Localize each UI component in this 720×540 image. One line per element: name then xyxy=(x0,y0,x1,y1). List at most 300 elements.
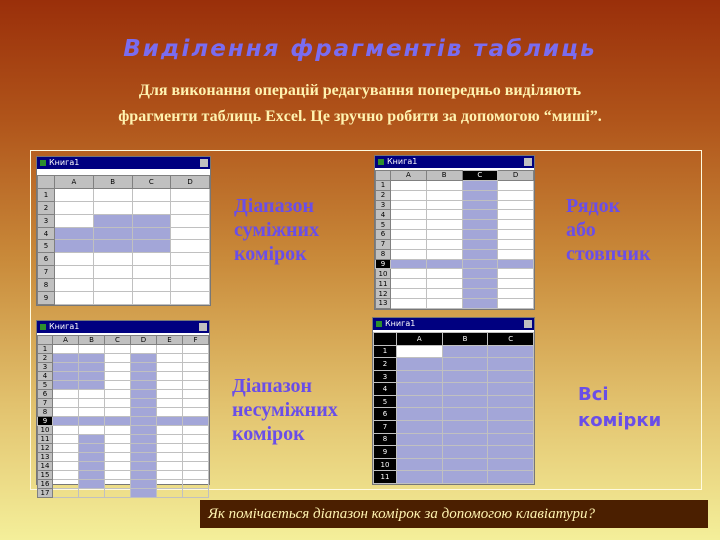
cell[interactable] xyxy=(442,358,488,371)
cell[interactable] xyxy=(93,266,132,279)
cell[interactable] xyxy=(183,471,209,480)
cell[interactable] xyxy=(498,239,534,249)
cell[interactable] xyxy=(488,446,534,459)
cell[interactable] xyxy=(397,358,443,371)
cell[interactable] xyxy=(53,399,79,408)
cell[interactable] xyxy=(131,417,157,426)
cell[interactable] xyxy=(488,345,534,358)
cell[interactable] xyxy=(442,408,488,421)
row-header[interactable]: 12 xyxy=(38,444,53,453)
cell[interactable] xyxy=(171,240,210,253)
row-header[interactable]: 4 xyxy=(38,227,55,240)
row-header[interactable]: 8 xyxy=(38,279,55,292)
cell[interactable] xyxy=(442,395,488,408)
cell[interactable] xyxy=(183,345,209,354)
cell[interactable] xyxy=(397,471,443,484)
cell[interactable] xyxy=(498,289,534,299)
select-all-corner[interactable] xyxy=(374,333,397,346)
row-header[interactable]: 13 xyxy=(38,453,53,462)
cell[interactable] xyxy=(462,210,498,220)
row-header[interactable]: 12 xyxy=(376,289,391,299)
row-header[interactable]: 15 xyxy=(38,471,53,480)
cell[interactable] xyxy=(105,471,131,480)
cell[interactable] xyxy=(55,240,94,253)
cell[interactable] xyxy=(488,358,534,371)
cell[interactable] xyxy=(391,279,427,289)
column-header[interactable]: B xyxy=(93,176,132,189)
cell[interactable] xyxy=(53,426,79,435)
cell[interactable] xyxy=(442,433,488,446)
row-header[interactable]: 2 xyxy=(38,201,55,214)
cell[interactable] xyxy=(105,399,131,408)
cell[interactable] xyxy=(397,446,443,459)
row-header[interactable]: 8 xyxy=(376,249,391,259)
cell[interactable] xyxy=(157,435,183,444)
cell[interactable] xyxy=(53,453,79,462)
cell[interactable] xyxy=(132,240,171,253)
cell[interactable] xyxy=(426,279,462,289)
cell[interactable] xyxy=(79,480,105,489)
cell[interactable] xyxy=(132,214,171,227)
slide-subtitle xyxy=(40,78,680,130)
cell[interactable] xyxy=(397,421,443,434)
row-header[interactable]: 9 xyxy=(38,417,53,426)
cell[interactable] xyxy=(426,249,462,259)
cell[interactable] xyxy=(488,433,534,446)
cell[interactable] xyxy=(131,462,157,471)
row-header[interactable]: 5 xyxy=(374,395,397,408)
cell[interactable] xyxy=(105,480,131,489)
cell[interactable] xyxy=(462,289,498,299)
column-header[interactable]: A xyxy=(397,333,443,346)
cell[interactable] xyxy=(93,279,132,292)
cell[interactable] xyxy=(93,227,132,240)
cell[interactable] xyxy=(157,480,183,489)
column-header[interactable]: B xyxy=(79,336,105,345)
cell[interactable] xyxy=(157,381,183,390)
cell[interactable] xyxy=(171,266,210,279)
cell[interactable] xyxy=(397,383,443,396)
cell[interactable] xyxy=(183,489,209,498)
cell[interactable] xyxy=(183,462,209,471)
cell[interactable] xyxy=(105,363,131,372)
cell[interactable] xyxy=(462,259,498,269)
cell[interactable] xyxy=(79,372,105,381)
cell[interactable] xyxy=(442,383,488,396)
column-header[interactable]: C xyxy=(488,333,534,346)
cell[interactable] xyxy=(488,458,534,471)
cell[interactable] xyxy=(105,390,131,399)
cell[interactable] xyxy=(131,363,157,372)
cell[interactable] xyxy=(157,408,183,417)
row-header[interactable]: 3 xyxy=(376,200,391,210)
cell[interactable] xyxy=(157,372,183,381)
cell[interactable] xyxy=(105,444,131,453)
row-header[interactable]: 9 xyxy=(374,446,397,459)
cell[interactable] xyxy=(462,279,498,289)
cell[interactable] xyxy=(93,201,132,214)
column-header[interactable]: A xyxy=(391,171,427,181)
column-header[interactable]: F xyxy=(183,336,209,345)
excel-grid xyxy=(375,170,534,309)
cell[interactable] xyxy=(426,210,462,220)
cell[interactable] xyxy=(391,230,427,240)
cell[interactable] xyxy=(157,489,183,498)
cell[interactable] xyxy=(426,220,462,230)
cell[interactable] xyxy=(462,200,498,210)
cell[interactable] xyxy=(183,363,209,372)
cell[interactable] xyxy=(131,408,157,417)
row-header[interactable]: 14 xyxy=(38,462,53,471)
cell[interactable] xyxy=(183,408,209,417)
cell[interactable] xyxy=(498,259,534,269)
cell[interactable] xyxy=(183,381,209,390)
row-header[interactable]: 11 xyxy=(374,471,397,484)
cell[interactable] xyxy=(131,426,157,435)
cell[interactable] xyxy=(132,188,171,201)
cell[interactable] xyxy=(79,363,105,372)
cell[interactable] xyxy=(462,239,498,249)
cell[interactable] xyxy=(79,417,105,426)
column-header[interactable]: C xyxy=(105,336,131,345)
row-header[interactable]: 1 xyxy=(374,345,397,358)
column-header[interactable]: E xyxy=(157,336,183,345)
row-header[interactable]: 7 xyxy=(376,239,391,249)
cell[interactable] xyxy=(498,190,534,200)
cell[interactable] xyxy=(55,227,94,240)
cell[interactable] xyxy=(131,399,157,408)
row-header[interactable]: 5 xyxy=(38,240,55,253)
row-header[interactable]: 6 xyxy=(374,408,397,421)
column-header[interactable]: B xyxy=(442,333,488,346)
cell[interactable] xyxy=(391,298,427,308)
cell[interactable] xyxy=(462,220,498,230)
cell[interactable] xyxy=(183,372,209,381)
cell[interactable] xyxy=(53,408,79,417)
cell[interactable] xyxy=(105,489,131,498)
column-header[interactable]: A xyxy=(53,336,79,345)
cell[interactable] xyxy=(53,480,79,489)
row-header[interactable]: 6 xyxy=(376,230,391,240)
column-header[interactable]: B xyxy=(426,171,462,181)
cell[interactable] xyxy=(53,417,79,426)
cell[interactable] xyxy=(55,188,94,201)
cell[interactable] xyxy=(55,214,94,227)
cell[interactable] xyxy=(157,390,183,399)
cell[interactable] xyxy=(79,345,105,354)
cell[interactable] xyxy=(171,214,210,227)
row-header[interactable]: 6 xyxy=(38,253,55,266)
cell[interactable] xyxy=(391,269,427,279)
cell[interactable] xyxy=(79,354,105,363)
cell[interactable] xyxy=(171,188,210,201)
cell[interactable] xyxy=(157,363,183,372)
cell[interactable] xyxy=(391,220,427,230)
cell[interactable] xyxy=(171,201,210,214)
cell[interactable] xyxy=(79,471,105,480)
cell[interactable] xyxy=(488,408,534,421)
cell[interactable] xyxy=(53,489,79,498)
row-header[interactable]: 9 xyxy=(38,292,55,305)
cell[interactable] xyxy=(442,370,488,383)
cell[interactable] xyxy=(79,444,105,453)
row-header[interactable]: 7 xyxy=(38,399,53,408)
cell[interactable] xyxy=(183,453,209,462)
cell[interactable] xyxy=(105,417,131,426)
cell[interactable] xyxy=(498,298,534,308)
cell[interactable] xyxy=(55,253,94,266)
cell[interactable] xyxy=(171,279,210,292)
cell[interactable] xyxy=(488,383,534,396)
cell[interactable] xyxy=(391,180,427,190)
cell[interactable] xyxy=(498,249,534,259)
cell[interactable] xyxy=(157,417,183,426)
cell[interactable] xyxy=(55,292,94,305)
cell[interactable] xyxy=(55,279,94,292)
cell[interactable] xyxy=(79,381,105,390)
cell[interactable] xyxy=(93,253,132,266)
cell[interactable] xyxy=(183,426,209,435)
cell[interactable] xyxy=(488,421,534,434)
cell[interactable] xyxy=(105,372,131,381)
cell[interactable] xyxy=(426,298,462,308)
cell[interactable] xyxy=(131,444,157,453)
cell[interactable] xyxy=(426,200,462,210)
cell[interactable] xyxy=(462,190,498,200)
cell[interactable] xyxy=(426,190,462,200)
cell[interactable] xyxy=(391,289,427,299)
row-header[interactable]: 7 xyxy=(38,266,55,279)
cell[interactable] xyxy=(157,453,183,462)
cell[interactable] xyxy=(442,421,488,434)
cell[interactable] xyxy=(462,269,498,279)
cell[interactable] xyxy=(105,381,131,390)
cell[interactable] xyxy=(131,435,157,444)
cell[interactable] xyxy=(183,417,209,426)
cell[interactable] xyxy=(79,462,105,471)
cell[interactable] xyxy=(157,354,183,363)
cell[interactable] xyxy=(391,190,427,200)
cell[interactable] xyxy=(132,266,171,279)
cell[interactable] xyxy=(105,408,131,417)
cell[interactable] xyxy=(105,453,131,462)
row-header[interactable]: 7 xyxy=(374,421,397,434)
cell[interactable] xyxy=(462,230,498,240)
cell[interactable] xyxy=(183,390,209,399)
row-header[interactable]: 2 xyxy=(374,358,397,371)
column-header[interactable]: C xyxy=(132,176,171,189)
cell[interactable] xyxy=(131,381,157,390)
cell[interactable] xyxy=(53,345,79,354)
row-header[interactable]: 8 xyxy=(38,408,53,417)
row-header[interactable]: 17 xyxy=(38,489,53,498)
cell[interactable] xyxy=(498,230,534,240)
column-header[interactable]: D xyxy=(498,171,534,181)
cell[interactable] xyxy=(79,453,105,462)
cell[interactable] xyxy=(131,471,157,480)
cell[interactable] xyxy=(79,408,105,417)
cell[interactable] xyxy=(391,200,427,210)
cell[interactable] xyxy=(93,292,132,305)
cell[interactable] xyxy=(397,345,443,358)
cell[interactable] xyxy=(498,279,534,289)
cell[interactable] xyxy=(131,489,157,498)
cell[interactable] xyxy=(79,390,105,399)
cell[interactable] xyxy=(391,259,427,269)
cell[interactable] xyxy=(79,426,105,435)
cell[interactable] xyxy=(462,180,498,190)
cell[interactable] xyxy=(132,201,171,214)
cell[interactable] xyxy=(53,363,79,372)
cell[interactable] xyxy=(53,471,79,480)
row-header[interactable]: 2 xyxy=(376,190,391,200)
cell[interactable] xyxy=(183,480,209,489)
cell[interactable] xyxy=(55,201,94,214)
cell[interactable] xyxy=(391,210,427,220)
cell[interactable] xyxy=(79,489,105,498)
cell[interactable] xyxy=(131,480,157,489)
row-header[interactable]: 1 xyxy=(38,345,53,354)
cell[interactable] xyxy=(488,471,534,484)
row-header[interactable]: 5 xyxy=(38,381,53,390)
cell[interactable] xyxy=(157,462,183,471)
cell[interactable] xyxy=(462,298,498,308)
cell[interactable] xyxy=(55,266,94,279)
cell[interactable] xyxy=(183,399,209,408)
column-header[interactable]: D xyxy=(171,176,210,189)
cell[interactable] xyxy=(391,249,427,259)
cell[interactable] xyxy=(442,458,488,471)
cell[interactable] xyxy=(426,289,462,299)
row-header[interactable]: 9 xyxy=(376,259,391,269)
cell[interactable] xyxy=(488,370,534,383)
cell[interactable] xyxy=(442,471,488,484)
excel-grid xyxy=(373,332,534,484)
cell[interactable] xyxy=(426,259,462,269)
cell[interactable] xyxy=(53,444,79,453)
row-header[interactable]: 6 xyxy=(38,390,53,399)
row-header[interactable]: 8 xyxy=(374,433,397,446)
cell[interactable] xyxy=(131,354,157,363)
column-header[interactable]: A xyxy=(55,176,94,189)
cell[interactable] xyxy=(498,269,534,279)
cell[interactable] xyxy=(397,370,443,383)
cell[interactable] xyxy=(426,180,462,190)
cell[interactable] xyxy=(397,458,443,471)
cell[interactable] xyxy=(498,210,534,220)
cell[interactable] xyxy=(426,230,462,240)
cell[interactable] xyxy=(426,239,462,249)
cell[interactable] xyxy=(157,345,183,354)
cell[interactable] xyxy=(442,446,488,459)
row-header[interactable]: 13 xyxy=(376,298,391,308)
cell[interactable] xyxy=(171,292,210,305)
cell[interactable] xyxy=(53,390,79,399)
cell[interactable] xyxy=(488,395,534,408)
cell[interactable] xyxy=(157,444,183,453)
cell[interactable] xyxy=(426,269,462,279)
label-contiguous-range: Діапазон суміжних комірок xyxy=(234,195,320,265)
row-header[interactable]: 3 xyxy=(38,214,55,227)
cell[interactable] xyxy=(397,433,443,446)
cell[interactable] xyxy=(105,345,131,354)
cell[interactable] xyxy=(79,435,105,444)
column-header[interactable]: C xyxy=(462,171,498,181)
row-header[interactable]: 11 xyxy=(38,435,53,444)
cell[interactable] xyxy=(157,471,183,480)
cell[interactable] xyxy=(462,249,498,259)
cell[interactable] xyxy=(183,435,209,444)
cell[interactable] xyxy=(183,444,209,453)
row-header[interactable]: 10 xyxy=(38,426,53,435)
cell[interactable] xyxy=(157,426,183,435)
cell[interactable] xyxy=(171,253,210,266)
cell[interactable] xyxy=(79,399,105,408)
cell[interactable] xyxy=(93,188,132,201)
cell[interactable] xyxy=(53,381,79,390)
row-header[interactable]: 1 xyxy=(38,188,55,201)
row-header[interactable]: 3 xyxy=(38,363,53,372)
cell[interactable] xyxy=(132,227,171,240)
cell[interactable] xyxy=(93,214,132,227)
row-header[interactable]: 2 xyxy=(38,354,53,363)
row-header[interactable]: 4 xyxy=(374,383,397,396)
select-all-corner[interactable] xyxy=(38,176,55,189)
cell[interactable] xyxy=(131,453,157,462)
cell[interactable] xyxy=(132,279,171,292)
row-header[interactable]: 10 xyxy=(374,458,397,471)
cell[interactable] xyxy=(105,462,131,471)
cell[interactable] xyxy=(53,435,79,444)
cell[interactable] xyxy=(498,220,534,230)
cell[interactable] xyxy=(397,395,443,408)
cell[interactable] xyxy=(132,253,171,266)
row-header[interactable]: 5 xyxy=(376,220,391,230)
excel-title-bar: Книга1 xyxy=(375,156,534,168)
cell[interactable] xyxy=(498,180,534,190)
cell[interactable] xyxy=(183,354,209,363)
cell[interactable] xyxy=(391,239,427,249)
cell[interactable] xyxy=(157,399,183,408)
row-header[interactable]: 1 xyxy=(376,180,391,190)
row-header[interactable]: 10 xyxy=(376,269,391,279)
row-header[interactable]: 3 xyxy=(374,370,397,383)
cell[interactable] xyxy=(105,354,131,363)
cell[interactable] xyxy=(105,435,131,444)
row-header[interactable]: 4 xyxy=(38,372,53,381)
row-header[interactable]: 11 xyxy=(376,279,391,289)
select-all-corner[interactable] xyxy=(38,336,53,345)
cell[interactable] xyxy=(171,227,210,240)
select-all-corner[interactable] xyxy=(376,171,391,181)
cell[interactable] xyxy=(131,372,157,381)
cell[interactable] xyxy=(93,240,132,253)
column-header[interactable]: D xyxy=(131,336,157,345)
label-row-or-column: Рядок або стовпчик xyxy=(566,195,651,265)
cell[interactable] xyxy=(397,408,443,421)
cell[interactable] xyxy=(131,345,157,354)
cell[interactable] xyxy=(132,292,171,305)
cell[interactable] xyxy=(498,200,534,210)
row-header[interactable]: 4 xyxy=(376,210,391,220)
cell[interactable] xyxy=(53,462,79,471)
cell[interactable] xyxy=(442,345,488,358)
cell[interactable] xyxy=(53,354,79,363)
cell[interactable] xyxy=(131,390,157,399)
cell[interactable] xyxy=(53,372,79,381)
cell[interactable] xyxy=(105,426,131,435)
row-header[interactable]: 16 xyxy=(38,480,53,489)
